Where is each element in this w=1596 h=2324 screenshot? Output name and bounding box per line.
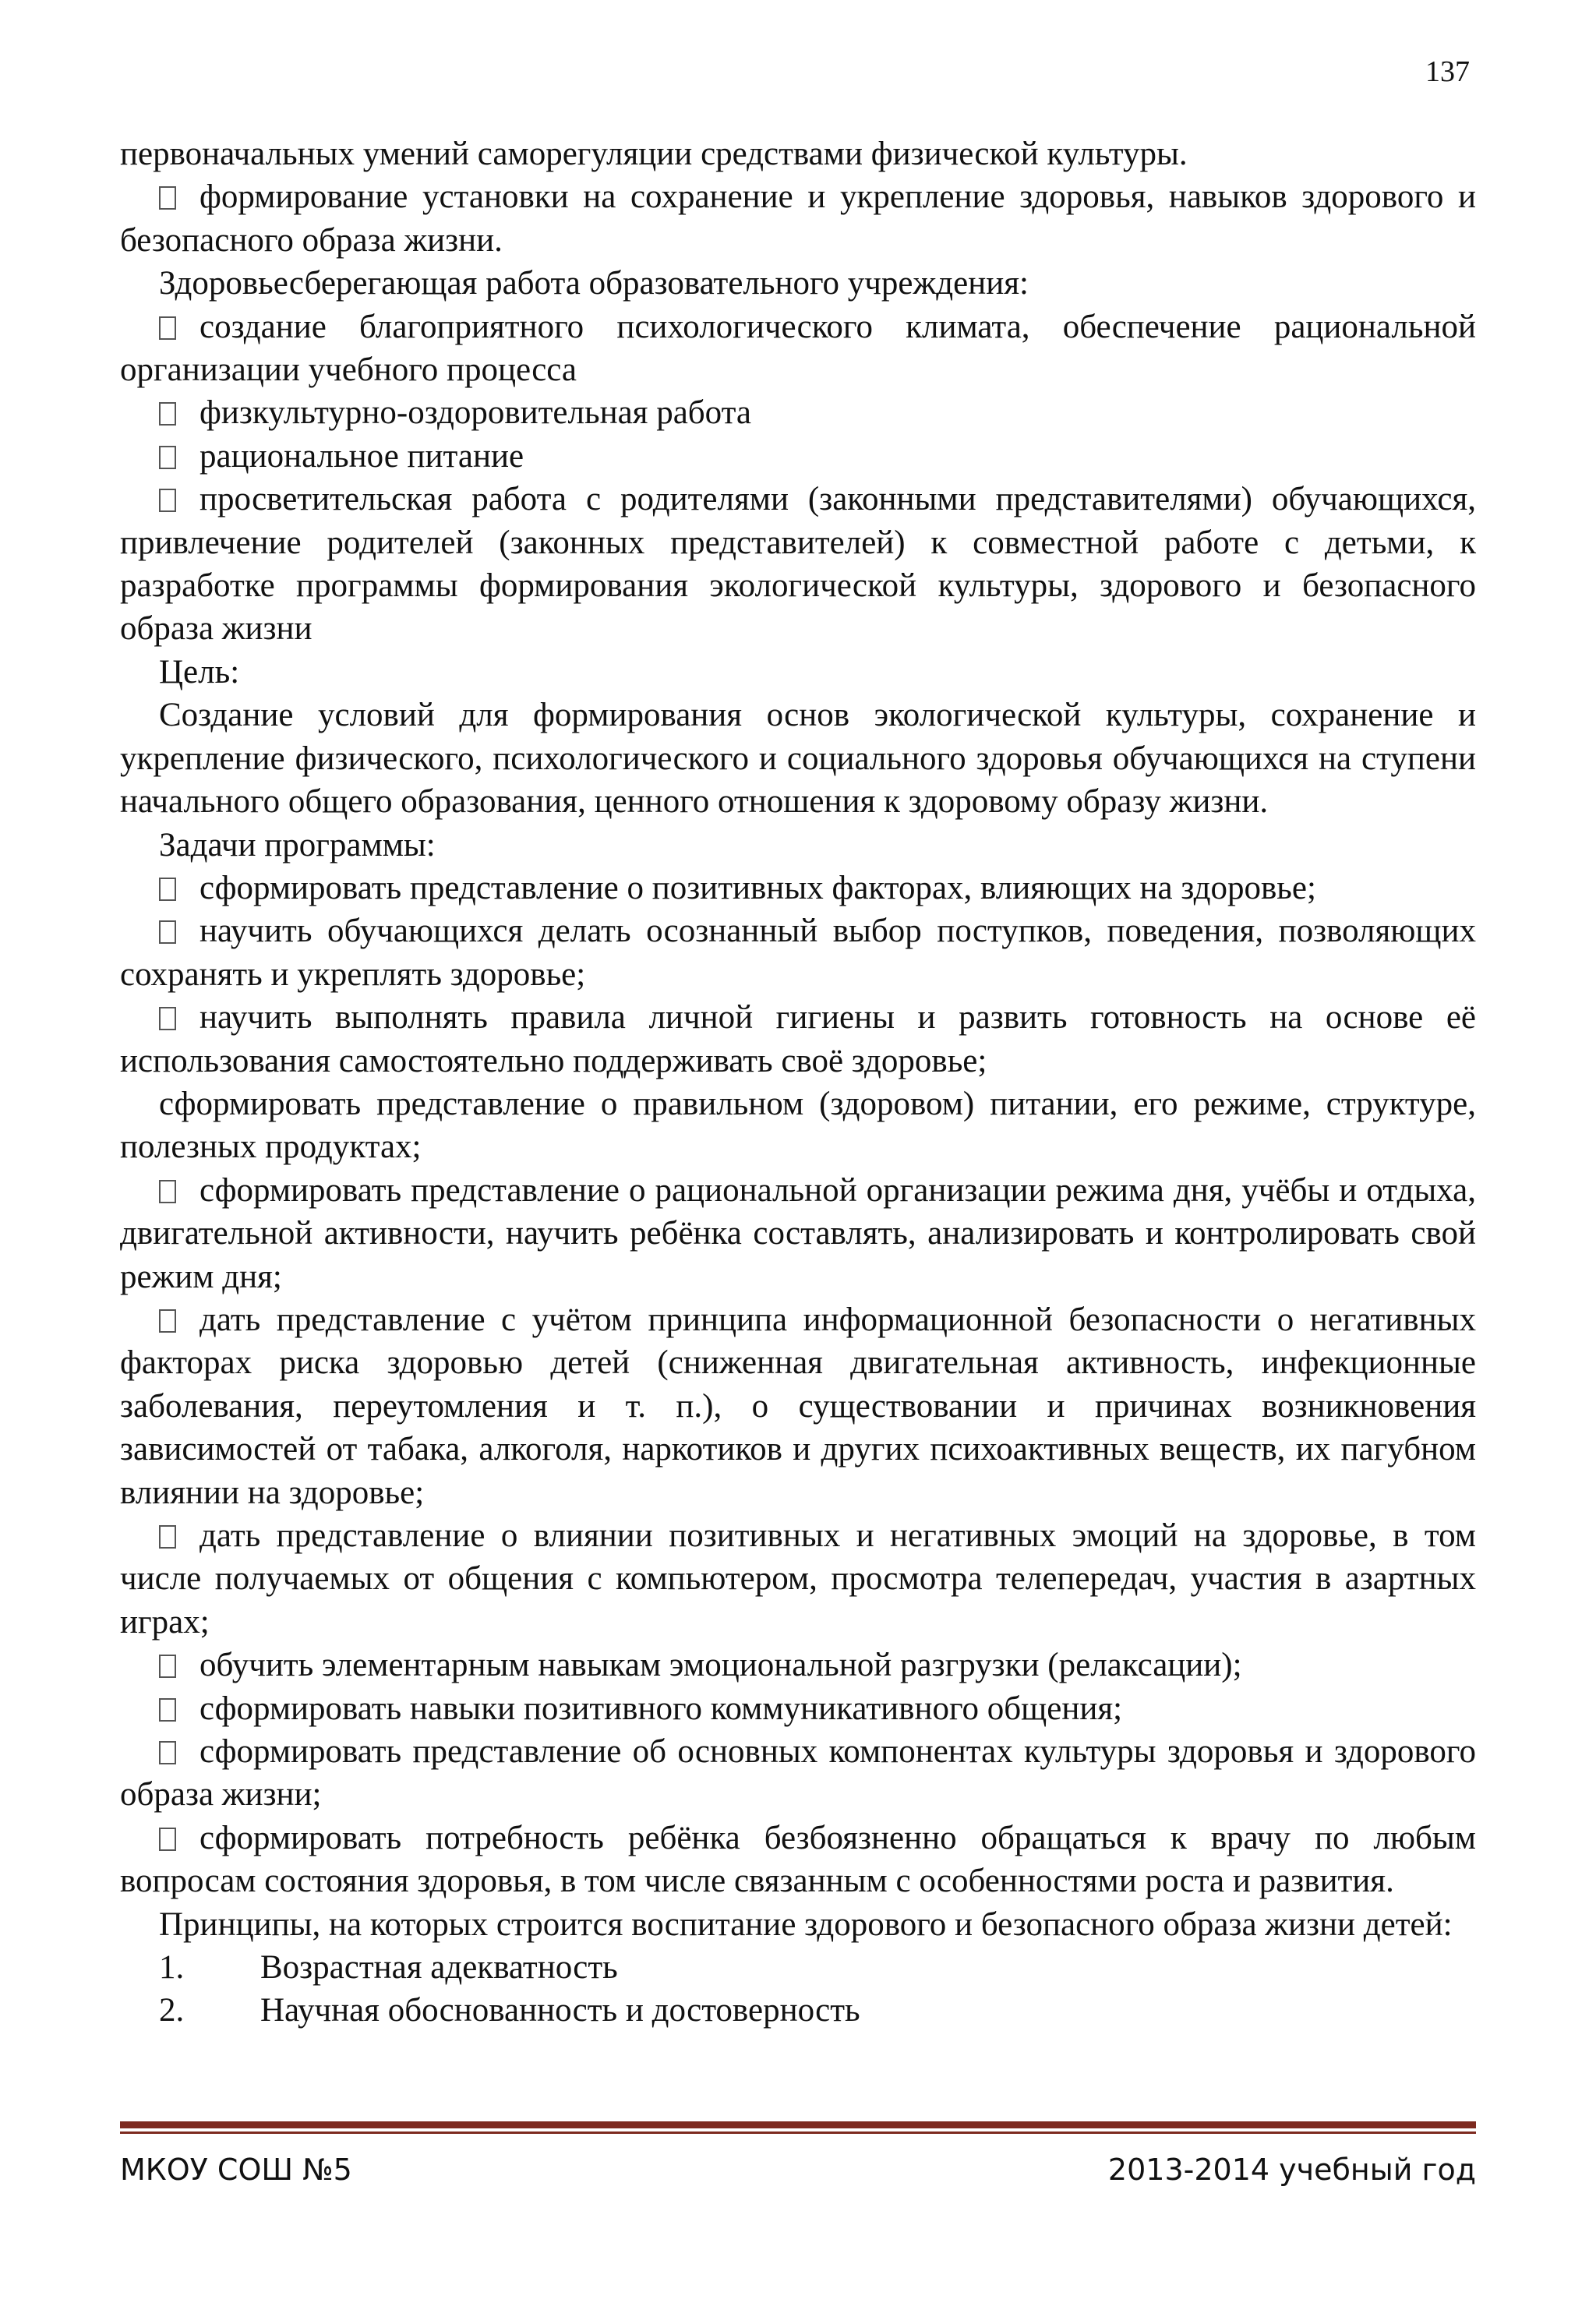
bullet-box-icon [159,878,176,901]
bullet-item [120,306,1476,392]
paragraph: Создание условий для формирования основ экологической культуры, сохранение и укрепление физического, психологического и социального здоровья обучающихся на ступени начального общего образования, ценного отношения к здоровому образу жизни. [120,697,1476,821]
bullet-text: просветительская работа с родителями (законными представителями) обучающихся, привлечение родителей (законных представителей) к совместной работе с детьми, к разработке программы формирования экологической культуры, здорового и безопасного образа жизни [120,481,1476,648]
bullet-text: дать представление с учётом принципа информационной безопасности о негативных факторах риска здоровью детей (сниженная двигательная активность, инфекционные заболевания, переутомления и т. п.), о существовании и причинах возникновения зависимостей от табака, алкоголя, наркотиков и других психоактивных веществ, их пагубном влиянии на здоровье; [120,1301,1476,1511]
bullet-text: формирование установки на сохранение и укрепление здоровья, навыков здорового и безопасного образа жизни. [120,178,1476,259]
page-number: 137 [1425,55,1470,88]
bullet-item [120,1298,1476,1514]
bullet-text: физкультурно-оздоровительная работа [200,394,752,432]
bullet-text: сформировать представление о позитивных факторах, влияющих на здоровье; [200,869,1316,906]
bullet-box-icon [159,1525,176,1549]
bullet-box-icon [159,1828,176,1851]
bullet-text: сформировать навыки позитивного коммуникативного общения; [200,1690,1123,1727]
bullet-text: создание благоприятного психологического климата, обеспечение рациональной организации учебного процесса [120,308,1476,389]
bullet-text: сформировать потребность ребёнка безбоязненно обращаться к врачу по любым вопросам состояния здоровья, в том числе связанным с особенностями роста и развития. [120,1819,1476,1900]
bullet-item [120,1514,1476,1644]
footer-rule-thin [120,2132,1476,2134]
bullet-text: научить выполнять правила личной гигиены и развить готовность на основе её использования самостоятельно поддерживать своё здоровье; [120,999,1476,1079]
paragraph: Принципы, на которых строится воспитание здорового и безопасного образа жизни детей: [159,1905,1453,1943]
numbered-item [120,1946,1476,1989]
bullet-item [120,1817,1476,1903]
paragraph: Задачи программы: [159,826,436,864]
bullet-box-icon [159,1007,176,1030]
footer-school-year: 2013-2014 учебный год [1107,2153,1476,2187]
bullet-item [120,175,1476,262]
bullet-text: сформировать представление о рациональной организации режима дня, учёбы и отдыха, двигательной активности, научить ребёнка составлять, анализировать и контролировать свой режим дня; [120,1171,1476,1295]
paragraph: Цель: [159,653,240,690]
bullet-item [120,909,1476,996]
bullet-item [120,1687,1476,1730]
bullet-box-icon [159,402,176,426]
bullet-item [120,1730,1476,1817]
bullet-text: сформировать представление об основных компонентах культуры здоровья и здорового образа жизни; [120,1733,1476,1814]
item-number: 1. [159,1949,185,1987]
paragraph: первоначальных умений саморегуляции средствами физической культуры. [120,136,1188,172]
bullet-text: обучить элементарным навыкам эмоциональной разгрузки (релаксации); [200,1647,1242,1684]
bullet-item [120,996,1476,1083]
bullet-item [120,478,1476,651]
bullet-box-icon [159,316,176,340]
bullet-box-icon [159,1655,176,1678]
bullet-box-icon [159,1698,176,1722]
bullet-item [120,867,1476,909]
footer-rule [120,2121,1476,2128]
bullet-item [120,1644,1476,1686]
item-text: Возрастная адекватность [260,1949,618,1987]
bullet-box-icon [159,446,176,469]
bullet-box-icon [159,489,176,512]
bullet-text: научить обучающихся делать осознанный выбор поступков, поведения, позволяющих сохранять и укреплять здоровье; [120,913,1476,993]
paragraph: сформировать представление о правильном (здоровом) питании, его режиме, структуре, полезных продуктах; [120,1085,1476,1166]
item-text: Научная обоснованность и достоверность [260,1992,860,2029]
bullet-item [120,1169,1476,1298]
bullet-box-icon [159,1741,176,1764]
bullet-box-icon [159,1180,176,1203]
bullet-box-icon [159,920,176,944]
bullet-item [120,435,1476,478]
document-body [120,132,1476,2033]
bullet-text: рациональное питание [200,437,524,475]
bullet-box-icon [159,186,176,210]
bullet-box-icon [159,1309,176,1333]
bullet-item [120,391,1476,434]
numbered-item [120,1989,1476,2032]
item-number: 2. [159,1992,185,2029]
bullet-text: дать представление о влиянии позитивных и негативных эмоций на здоровье, в том числе получаемых от общения с компьютером, просмотра телепередач, участия в азартных играх; [120,1517,1476,1641]
paragraph: Здоровьесберегающая работа образовательного учреждения: [159,265,1029,302]
footer-school-name: МКОУ СОШ №5 [120,2153,352,2187]
